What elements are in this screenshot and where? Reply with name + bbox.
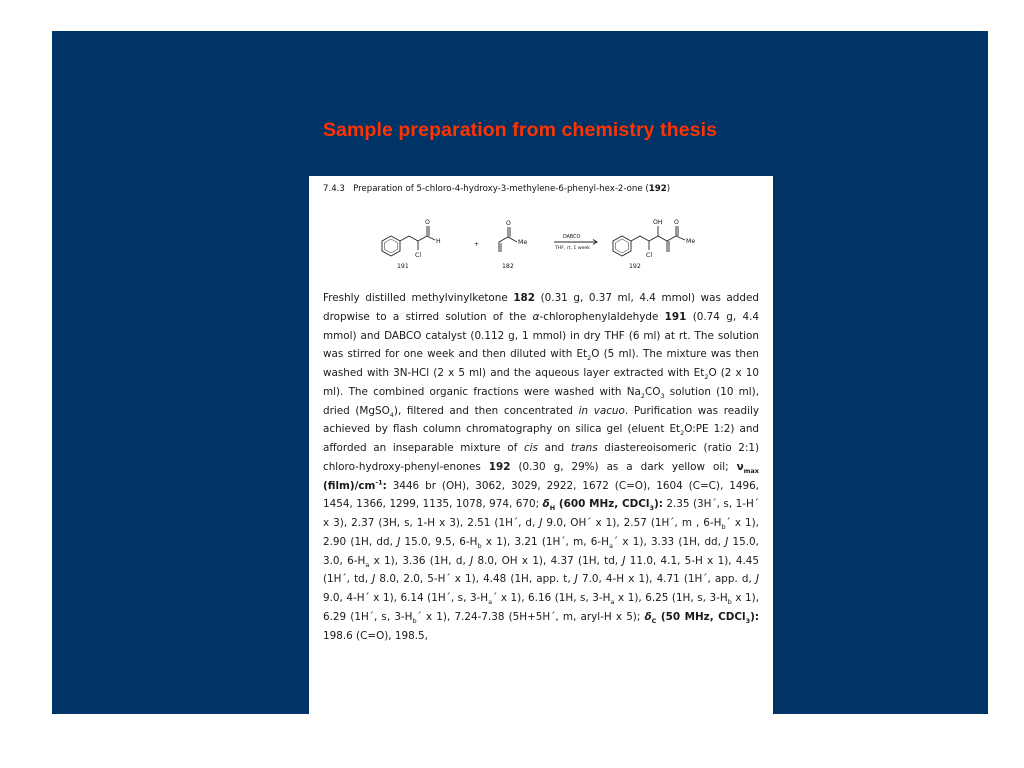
- compound-number-182: 182: [502, 263, 514, 270]
- thesis-page-image: [309, 176, 773, 714]
- section-compound: 192: [648, 184, 667, 194]
- reaction-scheme: [369, 214, 709, 272]
- label-cl-192: Cl: [646, 252, 653, 259]
- compound-number-191: 191: [397, 263, 409, 270]
- label-h-191: H: [436, 238, 441, 245]
- label-me-192: Me: [686, 238, 696, 245]
- label-o-182: O: [506, 220, 511, 227]
- procedure-text: Freshly distilled methylvinylketone 182 (0.31 g, 0.37 ml, 4.4 mmol) was added dropwise to a stirred solution of the α-chlorophenylaldehyde 191 (0.74 g, 4.4 mmol) and DABCO catalyst (0.112 g, 1 mmol) in dry THF (6 ml) at rt. The solution was stirred for one week and then diluted with $Et_2O$ (5 ml). The mixture was then washed with 3N-HCl (2 x 5 ml) and the aqueous layer extracted with $Et_2O$ (2 x 10 ml). The combined organic fractions were washed with $Na_2CO_3$ solution (10 ml), dried (MgSO$_4$), filtered and then concentrated in vacuo. Purification was readily achieved by flash column chromatography on silica gel (eluent $Et_2O:PE$ 1:2) and afforded an inseparable mixture of cis and trans diastereoisomeric (ratio 2:1) chloro-hydroxy-phenyl-enones 192 (0.30 g, 29%) as a dark yellow oil; $\nu_{max}$ $(film)/cm^{-1}$: 3446 br (OH), 3062, 3029, 2922, 1672 (C=O), 1604 (C=C), 1496, 1454, 1366, 1299, 1135, 1078, 974, 670; $\delta_H$ (600 MHz, CDCl$_3$): 2.35 (3H´, s, 1-H´ x 3), 2.37 (3H, s, 1-H x 3), 2.51 (1H´, d, J 9.0, OH´ x 1), 2.57 (1H´, m , $6-H_b´$ x 1), 2.90 (1H, dd, J 15.0, 9.5, $6-H_b$ x 1), 3.21 (1H´, m, $6-H_a´$ x 1), 3.33 (1H, dd, J 15.0, 3.0, $6-H_a$ x 1), 3.36 (1H, d, J 8.0, OH x 1), 4.37 (1H, td, J 11.0, 4.1, 5-H x 1), 4.45 (1H´, td, J 8.0, 2.0, 5-H´ x 1), 4.48 (1H, app. t, J 7.0, 4-H x 1), 4.71 (1H´, app. d, J 9.0, 4-H´ x 1), 6.14 (1H´, s, $3-H_a´$ x 1), 6.16 (1H, s, $3-H_a$ x 1), 6.25 (1H, s, $3-H_b$ x 1), 6.29 (1H´, s, $3-H_b´$ x 1), 7.24-7.38 (5H+5H´, m, aryl-H x 5); $\delta_C$ (50 MHz, CDCl$_3$): 198.6 (C=O), 198.5,: [323, 292, 760, 642]
- plus-sign: +: [474, 241, 480, 248]
- compound-number-192: 192: [629, 263, 641, 270]
- label-o-191: O: [425, 219, 430, 226]
- section-heading: 7.4.3 Preparation of 5-chloro-4-hydroxy-3-methylene-6-phenyl-hex-2-one (192): [323, 184, 671, 194]
- reagent-label: DABCO: [563, 235, 581, 240]
- conditions-label: THF, rt, 1 week: [555, 246, 590, 251]
- slide-title: Sample preparation from chemistry thesis: [322, 119, 718, 141]
- slide: [52, 31, 988, 714]
- section-number: 7.4.3: [323, 184, 345, 194]
- label-cl-191: Cl: [415, 252, 422, 259]
- label-oh-192: OH: [653, 219, 663, 226]
- section-title: Preparation of 5-chloro-4-hydroxy-3-methylene-6-phenyl-hex-2-one (: [353, 184, 649, 194]
- label-me-182: Me: [518, 239, 528, 246]
- procedure-paragraph: [323, 289, 759, 645]
- label-o-192: O: [674, 219, 679, 226]
